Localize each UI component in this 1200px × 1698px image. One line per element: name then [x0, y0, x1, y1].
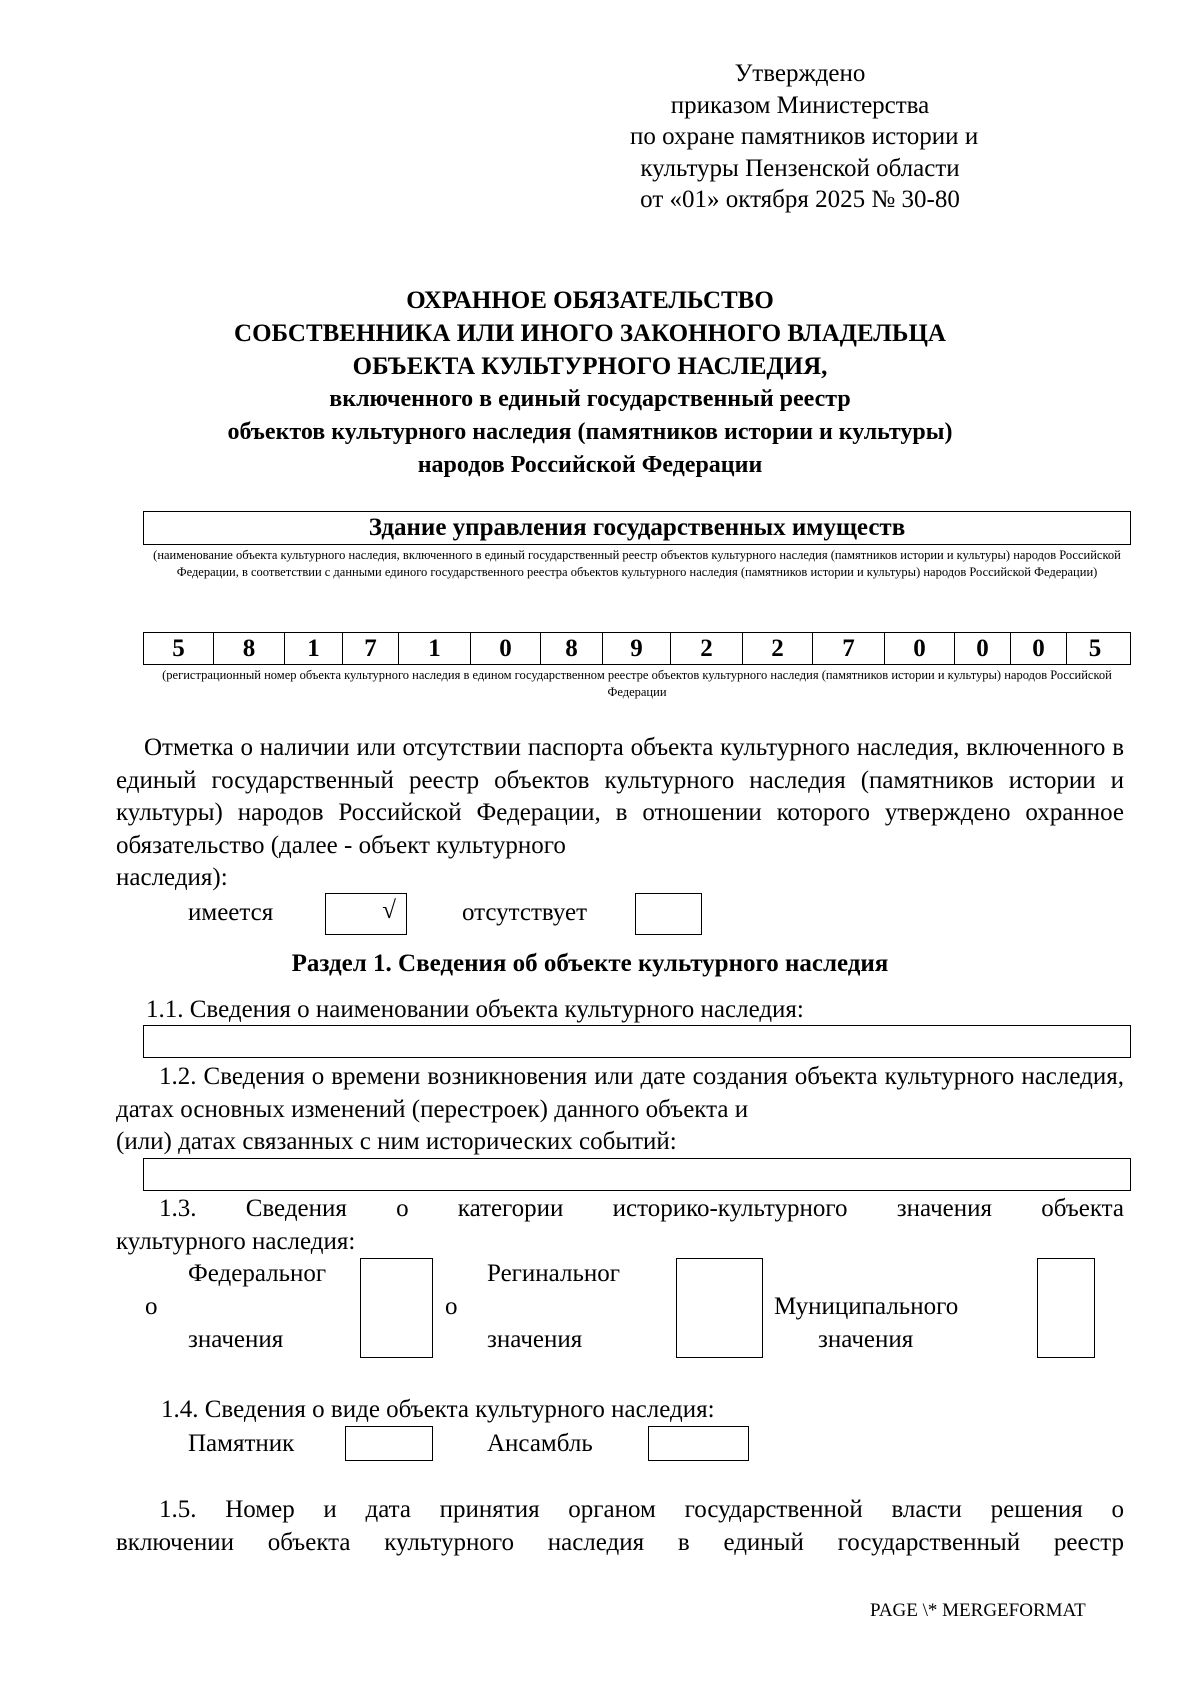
federal-label-part2: о [145, 1293, 158, 1320]
registration-digit-cell[interactable]: 1 [285, 633, 343, 664]
approval-line: приказом Министерства [670, 91, 930, 119]
approval-date-line: от «01» октября 2025 № 30-80 [640, 186, 960, 213]
registration-digit-cell[interactable]: 0 [955, 633, 1011, 664]
approval-line: культуры Пензенской области [640, 154, 960, 182]
passport-present-checkbox[interactable] [325, 893, 407, 935]
ensemble-label: Ансамбль [487, 1430, 593, 1457]
municipal-label-part2: значения [818, 1326, 914, 1353]
check-mark-icon: √ [382, 897, 396, 924]
regional-label-part3: значения [487, 1326, 583, 1353]
registration-digit-cell[interactable]: 2 [671, 633, 743, 664]
item-1-4-label: 1.4. Сведения о виде объекта культурного наследия: [161, 1396, 715, 1423]
item-1-2-text-end: (или) датах связанных с ним исторических событий: [116, 1128, 677, 1155]
approval-line: Утверждено [734, 60, 866, 87]
municipal-checkbox[interactable] [1037, 1258, 1095, 1358]
registration-digit-cell[interactable]: 5 [1088, 635, 1102, 662]
registration-digit-cell[interactable]: 8 [541, 633, 603, 664]
federal-label-part3: значения [188, 1326, 284, 1353]
monument-checkbox[interactable] [345, 1426, 433, 1461]
item-1-5-text: 1.5. Номер и дата принятия органом государственной власти решения о [159, 1496, 1124, 1523]
registration-number-caption: (регистрационный номер объекта культурного наследия в едином государственном реестре объектов культурного наследия (памятников истории и культуры) народов Российской Федерации [162, 668, 1112, 699]
item-1-5-paragraph [116, 1494, 1124, 1527]
registration-digit-cell[interactable]: 0 [885, 633, 955, 664]
registration-number-grid [143, 632, 1131, 665]
registration-digit-cell[interactable]: 9 [603, 633, 671, 664]
registration-digit-cell[interactable]: 8 [214, 633, 285, 664]
regional-checkbox[interactable] [676, 1258, 763, 1358]
item-1-5-continuation: включении объекта культурного наследия в единый государственный реестр [116, 1529, 1124, 1556]
municipal-label-part1: Муниципального [774, 1293, 959, 1320]
object-name-field[interactable]: Здание управления государственных имуществ [143, 511, 1131, 545]
registration-digit-cell[interactable]: 1 [399, 633, 471, 664]
registration-digit-cell[interactable]: 0 [1011, 633, 1067, 664]
registration-digit-cell[interactable]: 7 [343, 633, 399, 664]
page-footer: PAGE \* MERGEFORMAT [870, 1600, 1086, 1621]
registration-digit-cell[interactable]: 0 [471, 633, 541, 664]
passport-absent-checkbox[interactable] [635, 893, 702, 935]
monument-label: Памятник [188, 1430, 295, 1457]
ensemble-checkbox[interactable] [648, 1426, 749, 1461]
title-line: включенного в единый государственный реестр [329, 386, 851, 412]
creation-date-field[interactable] [143, 1158, 1131, 1191]
title-line: народов Российской Федерации [417, 452, 763, 478]
title-line: объектов культурного наследия (памятников истории и культуры) [227, 419, 953, 445]
item-1-1-label: 1.1. Сведения о наименовании объекта культурного наследия: [146, 996, 804, 1023]
title-line: ОБЪЕКТА КУЛЬТУРНОГО НАСЛЕДИЯ, [352, 353, 828, 380]
item-1-3-text: 1.3. Сведения о категории историко-культурного значения объекта [159, 1195, 1124, 1222]
registration-digit-cell[interactable]: 5 [144, 633, 214, 664]
object-name-caption: (наименование объекта культурного наследия, включенного в единый государственный реестр объектов культурного наследия (памятников истории и культуры) народов Российской Федерации, в соответствии с данными единого государственного реестра объектов культурного наследия (памятников истории и культуры) народов Российской Федерации) [153, 548, 1121, 579]
approval-block [630, 58, 979, 216]
title-line: ОХРАННОЕ ОБЯЗАТЕЛЬСТВО [406, 287, 774, 314]
federal-label-part1: Федеральног [188, 1260, 327, 1287]
approval-line: по охране памятников истории и [630, 123, 979, 150]
passport-text-end: наследия): [116, 864, 228, 891]
regional-label-part2: о [445, 1293, 458, 1320]
federal-checkbox[interactable] [360, 1258, 433, 1358]
section-1-title: Раздел 1. Сведения об объекте культурного наследия [291, 950, 889, 977]
item-1-2-paragraph [116, 1061, 1124, 1126]
object-name-info-field[interactable] [143, 1025, 1131, 1058]
passport-absent-label: отсутствует [462, 899, 588, 926]
registration-digit-cell[interactable]: 7 [813, 633, 885, 664]
item-1-2-text: 1.2. Сведения о времени возникновения или дате создания объекта культурного наследия, датах основных изменений (перестроек) данного объекта и [116, 1063, 1124, 1123]
document-title [110, 284, 1070, 482]
passport-paragraph [116, 732, 1124, 862]
registration-digit-cell[interactable]: 2 [743, 633, 813, 664]
title-line: СОБСТВЕННИКА ИЛИ ИНОГО ЗАКОННОГО ВЛАДЕЛЬЦА [234, 320, 946, 347]
passport-text: Отметка о наличии или отсутствии паспорта объекта культурного наследия, включенного в единый государственный реестр объектов культурного наследия (памятников истории и культуры) народов Российской Федерации, в отношении которого утверждено охранное обязательство (далее - объект культурного [116, 734, 1124, 859]
item-1-3-paragraph [116, 1193, 1124, 1226]
regional-label-part1: Регинальног [487, 1260, 621, 1287]
passport-present-label: имеется [188, 899, 274, 926]
item-1-3-text-end: культурного наследия: [116, 1228, 356, 1255]
